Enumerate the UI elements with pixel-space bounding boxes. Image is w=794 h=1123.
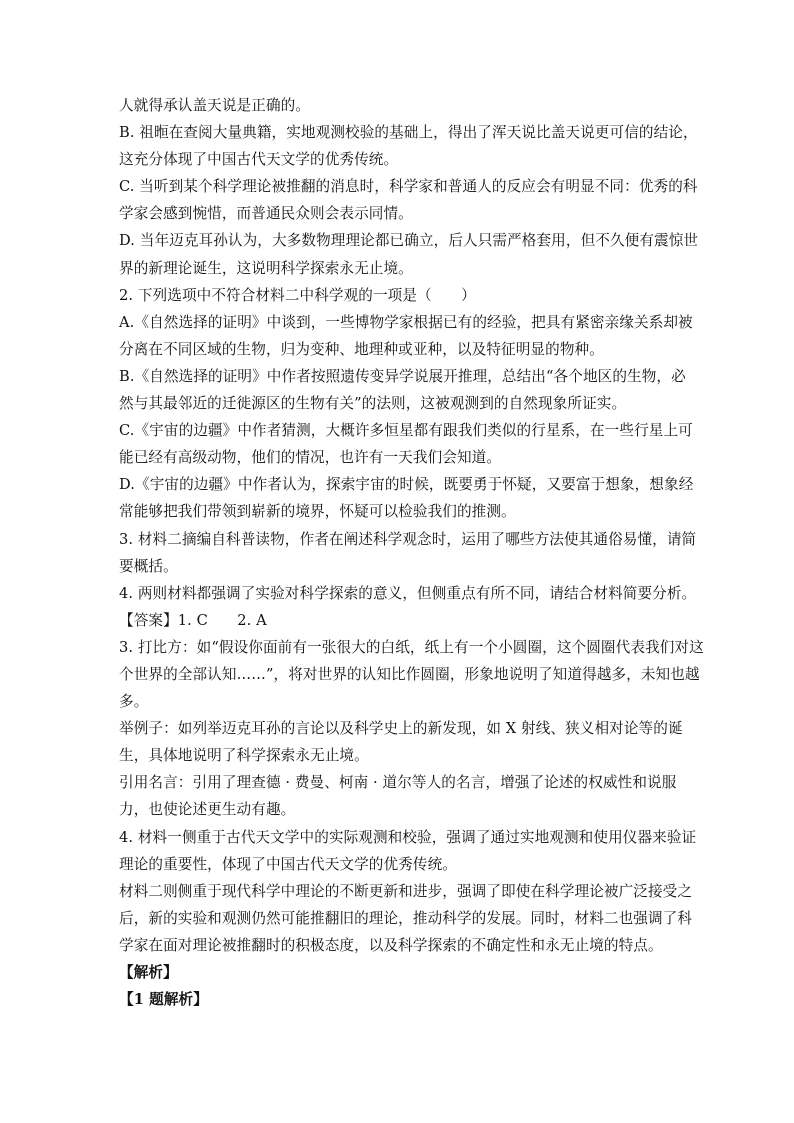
text-line: 材料二则侧重于现代科学中理论的不断更新和进步，强调了即使在科学理论被广泛接受之: [119, 882, 693, 900]
answer-line: 【答案】1. C 2. A: [119, 611, 267, 629]
text-line: 个世界的全部认知……”，将对世界的认知比作圆圈，形象地说明了知道得越多，未知也越: [119, 665, 700, 683]
text-line: 分离在不同区域的生物，归为变种、地理种或亚种，以及特征明显的物种。: [119, 340, 604, 358]
text-line: 人就得承认盖天说是正确的。: [119, 97, 311, 114]
text-line: 引用名言：引用了理查德 · 费曼、柯南 · 道尔等人的名言，增强了论述的权威性和说服: [119, 774, 677, 792]
analysis-heading: 【解析】: [119, 964, 178, 981]
text-line: 学家会感到惋惜，而普通民众则会表示同情。: [119, 205, 413, 223]
option-c-line: C.《宇宙的边疆》中作者猜测，大概许多恒星都有跟我们类似的行星系，在一些行星上可: [119, 422, 693, 440]
text-line: 举例子：如列举迈克耳孙的言论以及科学史上的新发现，如 X 射线、狭义相对论等的诞: [119, 720, 683, 738]
option-d-line: D.《宇宙的边疆》中作者认为，探索宇宙的时候，既要勇于怀疑，又要富于想象，想象经: [119, 476, 694, 494]
answer-3-line: 3. 打比方：如“假设你面前有一张很大的白纸，纸上有一个小圆圈，这个圆圈代表我们对这: [119, 638, 704, 656]
text-line: 界的新理论诞生，这说明科学探索永无止境。: [119, 259, 413, 277]
text-line: 后，新的实验和观测仍然可能推翻旧的理论，推动科学的发展。同时，材料二也强调了科: [119, 909, 693, 927]
analysis-1-heading: 【1 题解析】: [119, 991, 208, 1009]
question-2: 2. 下列选项中不符合材料二中科学观的一项是（ ）: [119, 286, 476, 304]
option-b-line: B. 祖暅在查阅大量典籍，实地观测校验的基础上，得出了浑天说比盖天说更可信的结论，: [119, 124, 698, 142]
text-line: 要概括。: [119, 557, 178, 575]
answer-4-line: 4. 材料一侧重于古代天文学中的实际观测和校验，强调了通过实地观测和使用仪器来验证: [119, 828, 697, 846]
text-line: 生，具体地说明了科学探索永无止境。: [119, 747, 369, 765]
option-d-line: D. 当年迈克耳孙认为，大多数物理理论都已确立，后人只需严格套用，但不久便有震惊世: [119, 232, 699, 250]
text-line: 理论的重要性，体现了中国古代天文学的优秀传统。: [119, 855, 457, 873]
text-line: 力，也使论述更生动有趣。: [119, 801, 296, 819]
text-line: 多。: [119, 693, 149, 711]
text-line: 学家在面对理论被推翻时的积极态度，以及科学探索的不确定性和永无止境的特点。: [119, 936, 663, 954]
text-line: 常能够把我们带领到崭新的境界，怀疑可以检验我们的推测。: [119, 503, 516, 521]
question-3: 3. 材料二摘编自科普读物，作者在阐述科学观念时，运用了哪些方法使其通俗易懂，请简: [119, 530, 697, 548]
option-b-line: B.《自然选择的证明》中作者按照遗传变异学说展开推理，总结出“各个地区的生物，必: [119, 367, 686, 385]
question-4: 4. 两则材料都强调了实验对科学探索的意义，但侧重点有所不同，请结合材料简要分析。: [119, 584, 697, 602]
text-line: 能已经有高级动物，他们的情况，也许有一天我们会知道。: [119, 449, 502, 467]
text-line: 这充分体现了中国古代天文学的优秀传统。: [119, 151, 399, 169]
text-line: 然与其最邻近的迁徙源区的生物有关”的法则，这被观测到的自然现象所证实。: [119, 395, 627, 413]
option-a-line: A.《自然选择的证明》中谈到，一些博物学家根据已有的经验，把具有紧密亲缘关系却被: [119, 313, 693, 331]
option-c-line: C. 当听到某个科学理论被推翻的消息时，科学家和普通人的反应会有明显不同：优秀的科: [119, 178, 698, 196]
document-page: [119, 92, 704, 1013]
